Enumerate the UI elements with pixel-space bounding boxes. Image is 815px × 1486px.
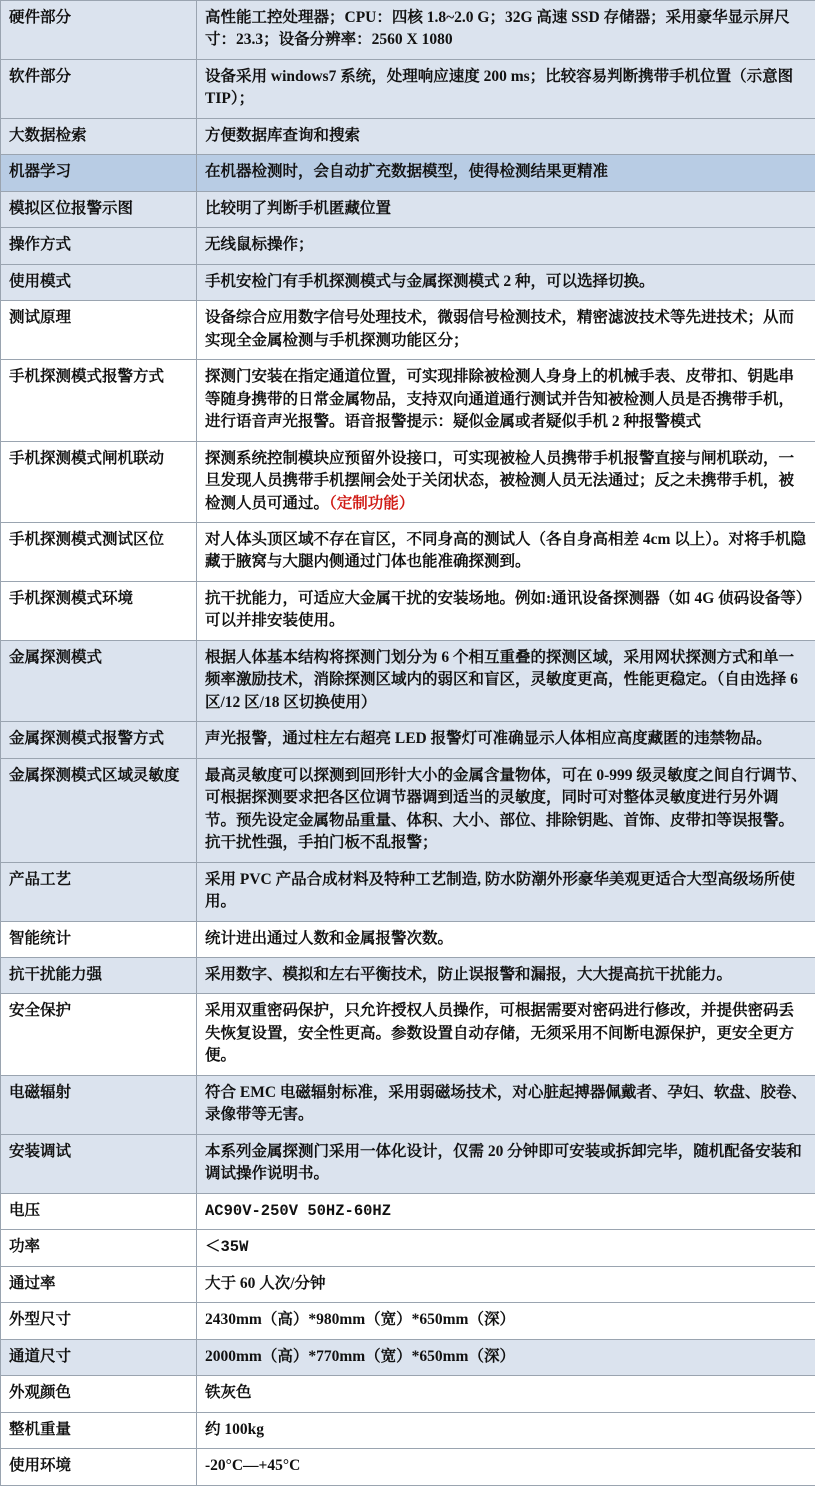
spec-value-cell (197, 191, 815, 227)
spec-label-cell: 金属探测模式区域灵敏度 (1, 758, 197, 862)
table-row (1, 155, 815, 191)
table-row (1, 758, 815, 862)
spec-value-text: 无线鼠标操作； (205, 236, 314, 253)
spec-value-text: 根据人体基本结构将探测门划分为 6 个相互重叠的探测区域，采用网状探测方式和单一频率激励技术，消除探测区域内的弱区和盲区，灵敏度更高，性能更稳定。（自由选择 6 区/12 区/18 区切换使用） (205, 649, 798, 711)
table-row (1, 921, 815, 957)
spec-label-cell: 手机探测模式报警方式 (1, 360, 197, 441)
spec-label-cell: 测试原理 (1, 301, 197, 360)
spec-label-cell: 硬件部分 (1, 1, 197, 60)
spec-value-cell (197, 1230, 815, 1266)
table-row (1, 1266, 815, 1302)
spec-label-cell: 外型尺寸 (1, 1303, 197, 1339)
spec-label-cell: 安装调试 (1, 1134, 197, 1193)
spec-value-cell (197, 360, 815, 441)
spec-value-cell (197, 1339, 815, 1375)
spec-value-text: 采用双重密码保护，只允许授权人员操作，可根据需要对密码进行修改，并提供密码丢失恢复设置，安全性更高。参数设置自动存储，无须采用不间断电源保护，更安全更方便。 (205, 1002, 794, 1064)
table-row (1, 228, 815, 264)
spec-value-text: 符合 EMC 电磁辐射标准，采用弱磁场技术，对心脏起搏器佩戴者、孕妇、软盘、胶卷、录像带等无害。 (205, 1084, 807, 1123)
spec-value-cell (197, 118, 815, 154)
spec-label-cell: 产品工艺 (1, 862, 197, 921)
spec-value-cell (197, 1412, 815, 1448)
spec-label-cell: 手机探测模式闸机联动 (1, 441, 197, 522)
spec-value-text: 采用数字、模拟和左右平衡技术，防止误报警和漏报，大大提高抗干扰能力。 (205, 966, 732, 983)
table-row (1, 522, 815, 581)
spec-value-text: AC90V-250V 50HZ-60HZ (205, 1202, 391, 1220)
spec-label-cell: 抗干扰能力强 (1, 958, 197, 994)
spec-label-cell: 金属探测模式 (1, 640, 197, 721)
spec-value-text: ＜35W (205, 1238, 248, 1256)
spec-value-text: 约 100kg (205, 1421, 264, 1438)
spec-value-cell (197, 722, 815, 758)
spec-value-cell (197, 441, 815, 522)
spec-label-cell: 模拟区位报警示图 (1, 191, 197, 227)
table-row (1, 59, 815, 118)
table-row (1, 1134, 815, 1193)
table-row (1, 640, 815, 721)
table-row (1, 118, 815, 154)
spec-value-cell (197, 958, 815, 994)
table-row (1, 1, 815, 60)
spec-value-cell (197, 522, 815, 581)
table-row (1, 360, 815, 441)
table-row (1, 264, 815, 300)
spec-label-cell: 电磁辐射 (1, 1075, 197, 1134)
spec-value-text: 大于 60 人次/分钟 (205, 1275, 326, 1292)
spec-value-cell (197, 155, 815, 191)
spec-label-cell: 外观颜色 (1, 1376, 197, 1412)
spec-label-cell: 智能统计 (1, 921, 197, 957)
spec-value-text: 探测系统控制模块应预留外设接口，可实现被检人员携带手机报警直接与闸机联动，一旦发现人员携带手机摆闸会处于关闭状态，被检测人员无法通过；反之未携带手机，被检测人员可通过。 (205, 450, 794, 512)
spec-label-cell: 使用模式 (1, 264, 197, 300)
spec-value-cell (197, 581, 815, 640)
spec-value-cell (197, 1075, 815, 1134)
spec-value-cell (197, 1449, 815, 1485)
spec-label-cell: 机器学习 (1, 155, 197, 191)
spec-value-cell (197, 1134, 815, 1193)
spec-value-text: 高性能工控处理器；CPU：四核 1.8~2.0 G；32G 高速 SSD 存储器；采用豪华显示屏尺寸：23.3；设备分辨率：2560 X 1080 (205, 9, 790, 48)
spec-value-text: 设备采用 windows7 系统，处理响应速度 200 ms；比较容易判断携带手机位置（示意图 TIP）； (205, 68, 793, 107)
spec-value-cell (197, 59, 815, 118)
spec-value-text: 最高灵敏度可以探测到回形针大小的金属含量物体，可在 0-999 级灵敏度之间自行调节、可根据探测要求把各区位调节器调到适当的灵敏度，同时可对整体灵敏度进行另外调节。预先设定金属物品重量、体积、大小、部位、排除钥匙、首饰、皮带扣等误报警。抗干扰性强，手拍门板不乱报警； (205, 767, 807, 851)
table-row (1, 994, 815, 1075)
table-row (1, 958, 815, 994)
spec-value-text: 设备综合应用数字信号处理技术，微弱信号检测技术，精密滤波技术等先进技术；从而实现全金属检测与手机探测功能区分； (205, 309, 794, 348)
spec-value-cell (197, 921, 815, 957)
spec-value-cell (197, 1, 815, 60)
spec-value-cell (197, 1376, 815, 1412)
spec-label-cell: 操作方式 (1, 228, 197, 264)
table-row (1, 722, 815, 758)
spec-value-cell (197, 862, 815, 921)
table-row (1, 191, 815, 227)
table-row (1, 1303, 815, 1339)
spec-label-cell: 电压 (1, 1193, 197, 1229)
spec-value-text: 在机器检测时，会自动扩充数据模型，使得检测结果更精准 (205, 163, 608, 180)
table-row (1, 1339, 815, 1375)
spec-value-cell (197, 1193, 815, 1229)
spec-value-cell (197, 640, 815, 721)
table-row (1, 301, 815, 360)
spec-value-cell (197, 758, 815, 862)
spec-label-cell: 大数据检索 (1, 118, 197, 154)
table-row (1, 441, 815, 522)
spec-value-text: 铁灰色 (205, 1384, 252, 1401)
spec-value-text: 对人体头顶区域不存在盲区，不同身高的测试人（各自身高相差 4cm 以上）。对将手机隐藏于腋窝与大腿内侧通过门体也能准确探测到。 (205, 531, 806, 570)
spec-label-cell: 功率 (1, 1230, 197, 1266)
spec-value-text: -20°C—+45°C (205, 1457, 300, 1474)
spec-label-cell: 整机重量 (1, 1412, 197, 1448)
table-row (1, 862, 815, 921)
spec-label-cell: 金属探测模式报警方式 (1, 722, 197, 758)
table-row (1, 1412, 815, 1448)
spec-label-cell: 手机探测模式测试区位 (1, 522, 197, 581)
spec-label-cell: 通道尺寸 (1, 1339, 197, 1375)
spec-value-text: 声光报警，通过柱左右超亮 LED 报警灯可准确显示人体相应高度藏匿的违禁物品。 (205, 730, 772, 747)
spec-label-cell: 手机探测模式环境 (1, 581, 197, 640)
spec-value-text: 2000mm（高）*770mm（宽）*650mm（深） (205, 1348, 515, 1365)
spec-value-text: 2430mm（高）*980mm（宽）*650mm（深） (205, 1311, 515, 1328)
table-row (1, 1193, 815, 1229)
table-row (1, 581, 815, 640)
spec-value-text: 本系列金属探测门采用一体化设计，仅需 20 分钟即可安装或拆卸完毕，随机配备安装和调试操作说明书。 (205, 1143, 802, 1182)
spec-value-cell (197, 1266, 815, 1302)
spec-value-text: 比较明了判断手机匿藏位置 (205, 200, 391, 217)
spec-label-cell: 通过率 (1, 1266, 197, 1302)
spec-value-text: 探测门安装在指定通道位置，可实现排除被检测人身身上的机械手表、皮带扣、钥匙串等随身携带的日常金属物品，支持双向通道通行测试并告知被检测人员是否携带手机，进行语音声光报警。语音报警提示：疑似金属或者疑似手机 2 种报警模式 (205, 368, 794, 430)
specifications-table-body (1, 1, 815, 1486)
spec-value-cell (197, 264, 815, 300)
spec-value-text: 采用 PVC 产品合成材料及特种工艺制造, 防水防潮外形豪华美观更适合大型高级场所使用。 (205, 871, 795, 910)
spec-value-text: 统计进出通过人数和金属报警次数。 (205, 930, 453, 947)
spec-label-cell: 使用环境 (1, 1449, 197, 1485)
table-row (1, 1376, 815, 1412)
spec-value-text: 抗干扰能力，可适应大金属干扰的安装场地。例如:通讯设备探测器（如 4G 侦码设备等）可以并排安装使用。 (205, 590, 803, 629)
spec-value-text: 手机安检门有手机探测模式与金属探测模式 2 种，可以选择切换。 (205, 273, 655, 290)
spec-label-cell: 安全保护 (1, 994, 197, 1075)
spec-value-cell (197, 1303, 815, 1339)
spec-value-cell (197, 994, 815, 1075)
table-row (1, 1230, 815, 1266)
spec-value-cell (197, 228, 815, 264)
spec-value-text: 方便数据库查询和搜索 (205, 127, 360, 144)
table-row (1, 1449, 815, 1485)
spec-value-cell (197, 301, 815, 360)
spec-label-cell: 软件部分 (1, 59, 197, 118)
spec-value-note: （定制功能） (329, 495, 414, 512)
table-row (1, 1075, 815, 1134)
